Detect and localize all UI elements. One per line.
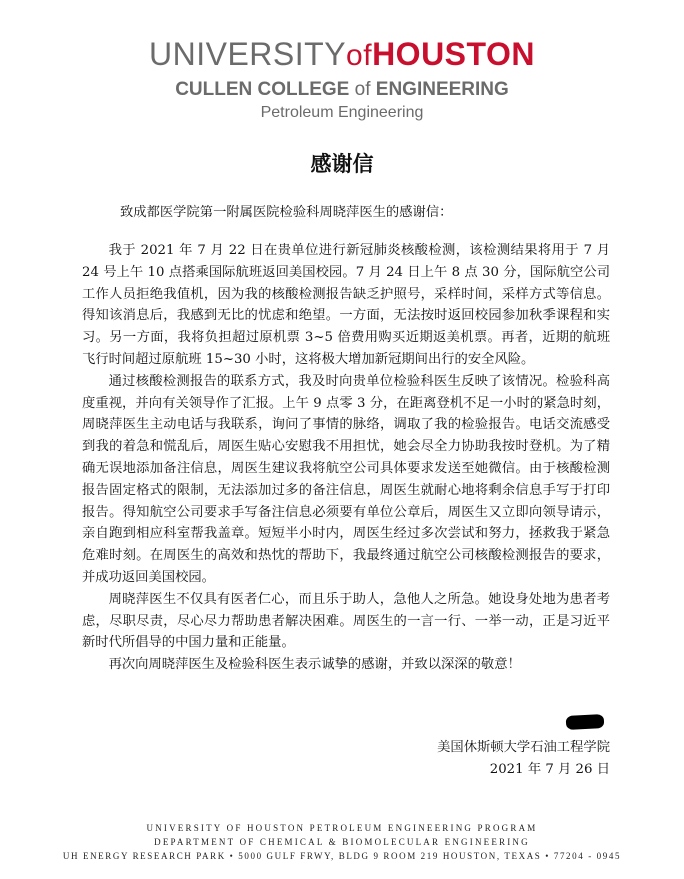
logo-houston-text: HOUSTON xyxy=(372,36,535,72)
footer-address: UH ENERGY RESEARCH PARK • 5000 GULF FRWY, BLDG 9 ROOM 219 HOUSTON, TEXAS • 77204 - 0945 xyxy=(62,851,622,861)
letter-paragraph: 周晓萍医生不仅具有医者仁心，而且乐于助人，急他人之所急。她设身处地为患者考虑，尽职尽责，尽心尽力帮助患者解决困难。周医生的一言一行、一举一动，正是习近平新时代所倡导的中国力量和正能量。 xyxy=(82,591,610,651)
letter-paragraph: 我于 2021 年 7 月 22 日在贵单位进行新冠肺炎核酸检测，该检测结果将用于 7 月 24 号上午 10 点搭乘国际航班返回美国校园。7 月 24 日上午 8 点 30 分，国际航空公司工作人员拒绝我值机，因为我的核酸检测报告缺乏护照号，采样时间，采样方式等信息。得知该消息后，我感到无比的忧虑和绝望。一方面，无法按时返回校园参加秋季课程和实习。另一方面，我将负担超过原机票 3~5 倍费用购买近期返美机票。再者，近期的航班飞行时间超过原航班 15~30 小时，这将极大增加新冠期间出行的安全风险。 xyxy=(82,243,610,367)
university-logo xyxy=(0,34,684,76)
department-name: Petroleum Engineering xyxy=(260,104,424,121)
signature-date: 2021 年 7 月 26 日 xyxy=(489,762,610,777)
footer-program: UNIVERSITY OF HOUSTON PETROLEUM ENGINEERING PROGRAM xyxy=(146,823,538,833)
letter-title: 感谢信 xyxy=(310,152,374,176)
college-name-part2: ENGINEERING xyxy=(375,79,509,100)
college-name-of: of xyxy=(349,79,376,100)
redacted-signature xyxy=(566,714,605,730)
letter-paragraph: 通过核酸检测报告的联系方式，我及时向贵单位检验科医生反映了该情况。检验科高度重视，并向有关领导作了汇报。上午 9 点零 3 分，在距离登机不足一小时的紧急时刻，周晓萍医生主动电话与我联系，询问了事情的脉络，调取了我的检验报告。电话交流感受到我的着急和慌乱后，周医生贴心安慰我不用担忧，她会尽全力协助我按时登机。为了精确无误地添加备注信息，周医生建议我将航空公司具体要求发送至她微信。由于核酸检测报告固定格式的限制，无法添加过多的备注信息，周医生就耐心地将剩余信息手写于打印报告。得知航空公司要求手写备注信息必须要有单位公章后，周医生又立即向领导请示，亲自跑到相应科室帮我盖章。短短半小时内，周医生经过多次尝试和努力，拯救我于紧急危难时刻。在周医生的高效和热忱的帮助下，我最终通过航空公司核酸检测报告的要求，并成功返回美国校园。 xyxy=(82,373,610,585)
college-name xyxy=(0,78,684,102)
college-name-part1: CULLEN COLLEGE xyxy=(175,79,350,100)
footer-department: DEPARTMENT OF CHEMICAL & BIOMOLECULAR ENGINEERING xyxy=(154,837,530,847)
logo-of-text: of xyxy=(346,39,373,72)
letter-body xyxy=(82,240,610,676)
logo-university-text: UNIVERSITY xyxy=(149,36,347,72)
letter-salutation: 致成都医学院第一附属医院检验科周晓萍医生的感谢信： xyxy=(120,205,453,220)
letter-paragraph: 再次向周晓萍医生及检验科医生表示诚挚的感谢，并致以深深的敬意！ xyxy=(108,657,521,673)
signature-organization: 美国休斯顿大学石油工程学院 xyxy=(437,740,610,755)
